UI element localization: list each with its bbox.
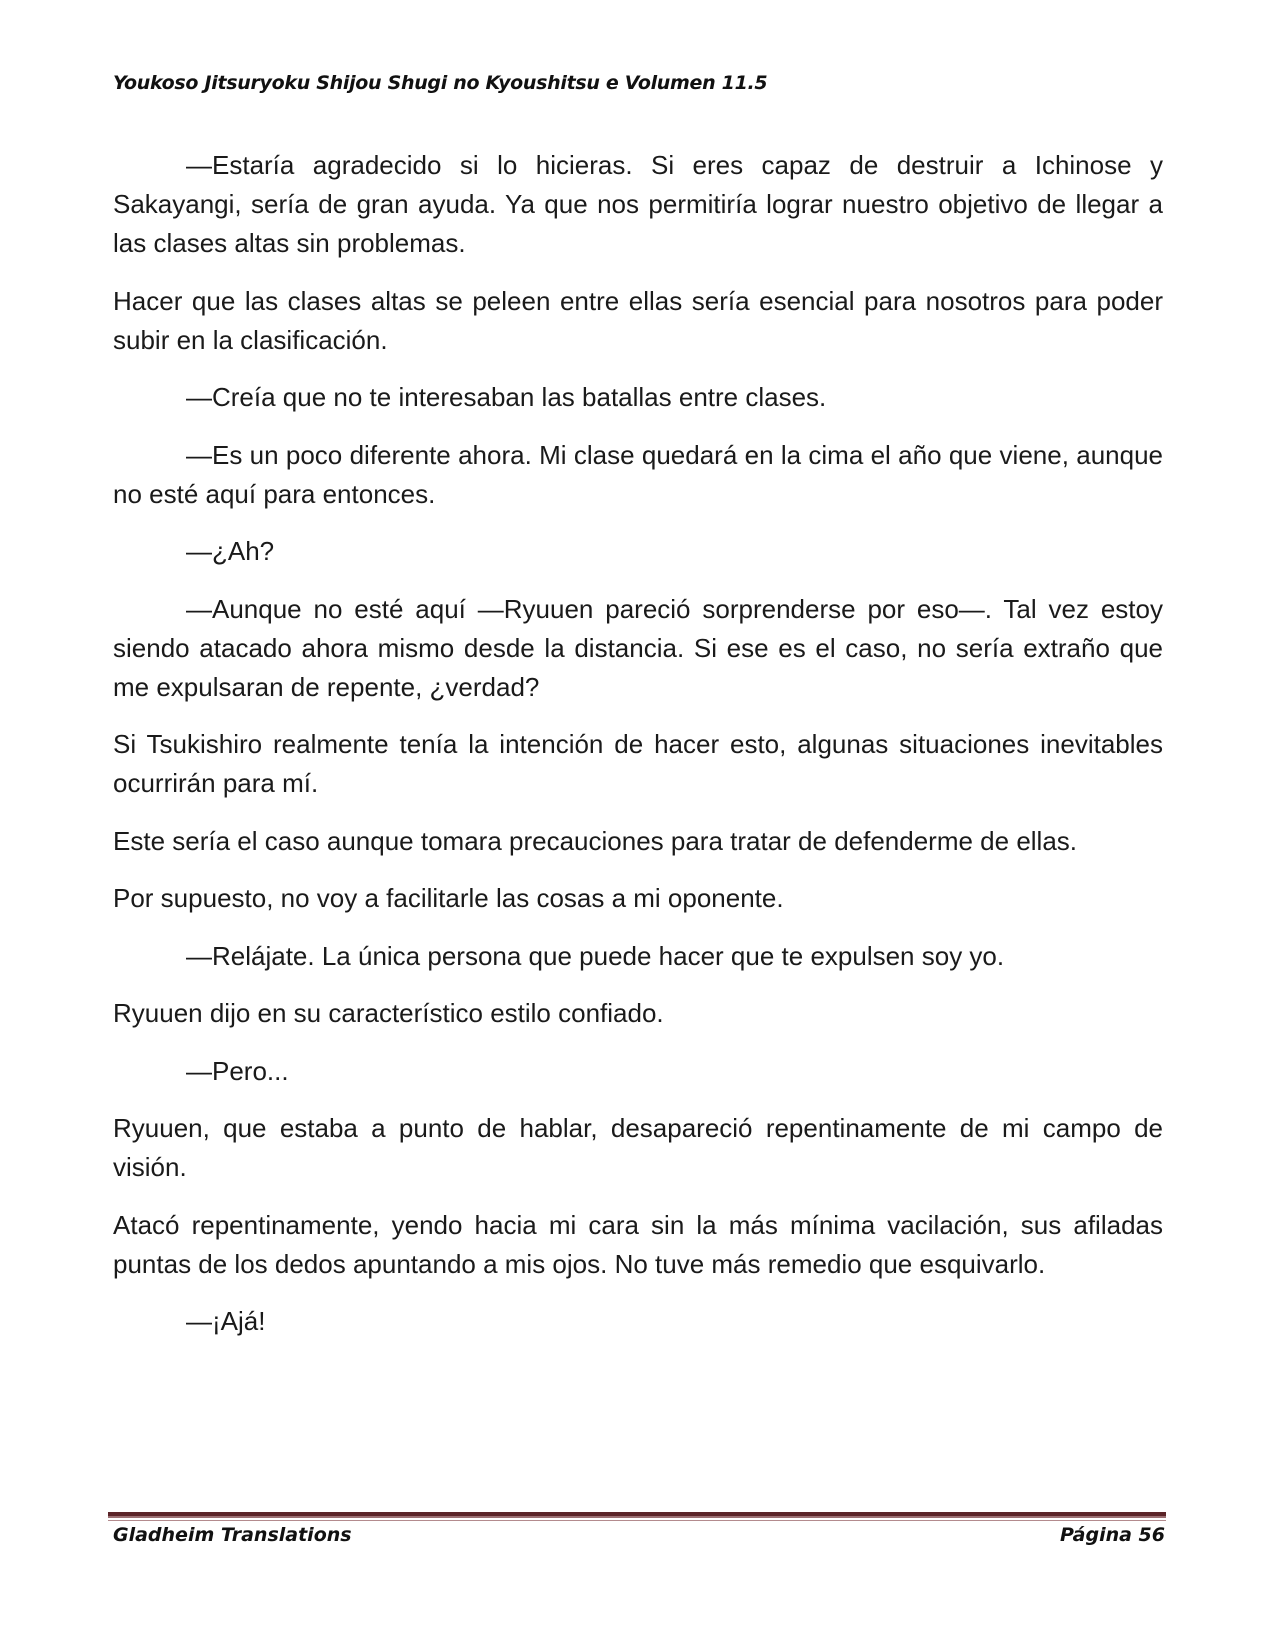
footer-page-number: Página 56 — [1059, 1524, 1165, 1546]
paragraph: —¡Ajá! — [186, 1306, 266, 1336]
paragraph: —Pero... — [186, 1055, 289, 1086]
paragraph: —Aunque no esté aquí —Ryuuen pareció sorprenderse por eso—. Tal vez estoy siendo atacado ahora mismo desde la distancia. Si ese es el caso, no sería extraño que me expulsaran de repente, ¿verdad? — [113, 593, 1163, 702]
paragraph: Hacer que las clases altas se peleen entre ellas sería esencial para nosotros para poder subir en la clasificación. — [113, 285, 1163, 355]
paragraph: —¿Ah? — [186, 536, 275, 566]
paragraph: Este sería el caso aunque tomara precauciones para tratar de defenderme de ellas. — [113, 825, 1078, 856]
paragraph: Si Tsukishiro realmente tenía la intención de hacer esto, algunas situaciones inevitables ocurrirán para mí. — [113, 729, 1163, 798]
paragraph: —Relájate. La única persona que puede hacer que te expulsen soy yo. — [186, 940, 1005, 971]
footer-divider — [108, 1512, 1166, 1518]
paragraph: —Creía que no te interesaban las batallas entre clases. — [186, 382, 827, 412]
footer-translator: Gladheim Translations — [113, 1524, 352, 1546]
paragraph: Por supuesto, no voy a facilitarle las cosas a mi oponente. — [113, 883, 784, 913]
paragraph: —Estaría agradecido si lo hicieras. Si eres capaz de destruir a Ichinose y Sakayangi, sería de gran ayuda. Ya que nos permitiría lograr nuestro objetivo de llegar a las clases altas sin problemas. — [113, 150, 1163, 258]
page-header-title: Youkoso Jitsuryoku Shijou Shugi no Kyoushitsu e Volumen 11.5 — [113, 72, 768, 94]
paragraph: —Es un poco diferente ahora. Mi clase quedará en la cima el año que viene, aunque no esté aquí para entonces. — [113, 439, 1163, 509]
paragraph: Ryuuen, que estaba a punto de hablar, desapareció repentinamente de mi campo de visión. — [113, 1113, 1163, 1182]
footer-divider-thin — [108, 1520, 1166, 1521]
paragraph: Ryuuen dijo en su característico estilo confiado. — [113, 998, 664, 1028]
body-text — [113, 146, 1163, 1360]
paragraph: Atacó repentinamente, yendo hacia mi cara sin la más mínima vacilación, sus afiladas puntas de los dedos apuntando a mis ojos. No tuve más remedio que esquivarlo. — [113, 1209, 1163, 1279]
